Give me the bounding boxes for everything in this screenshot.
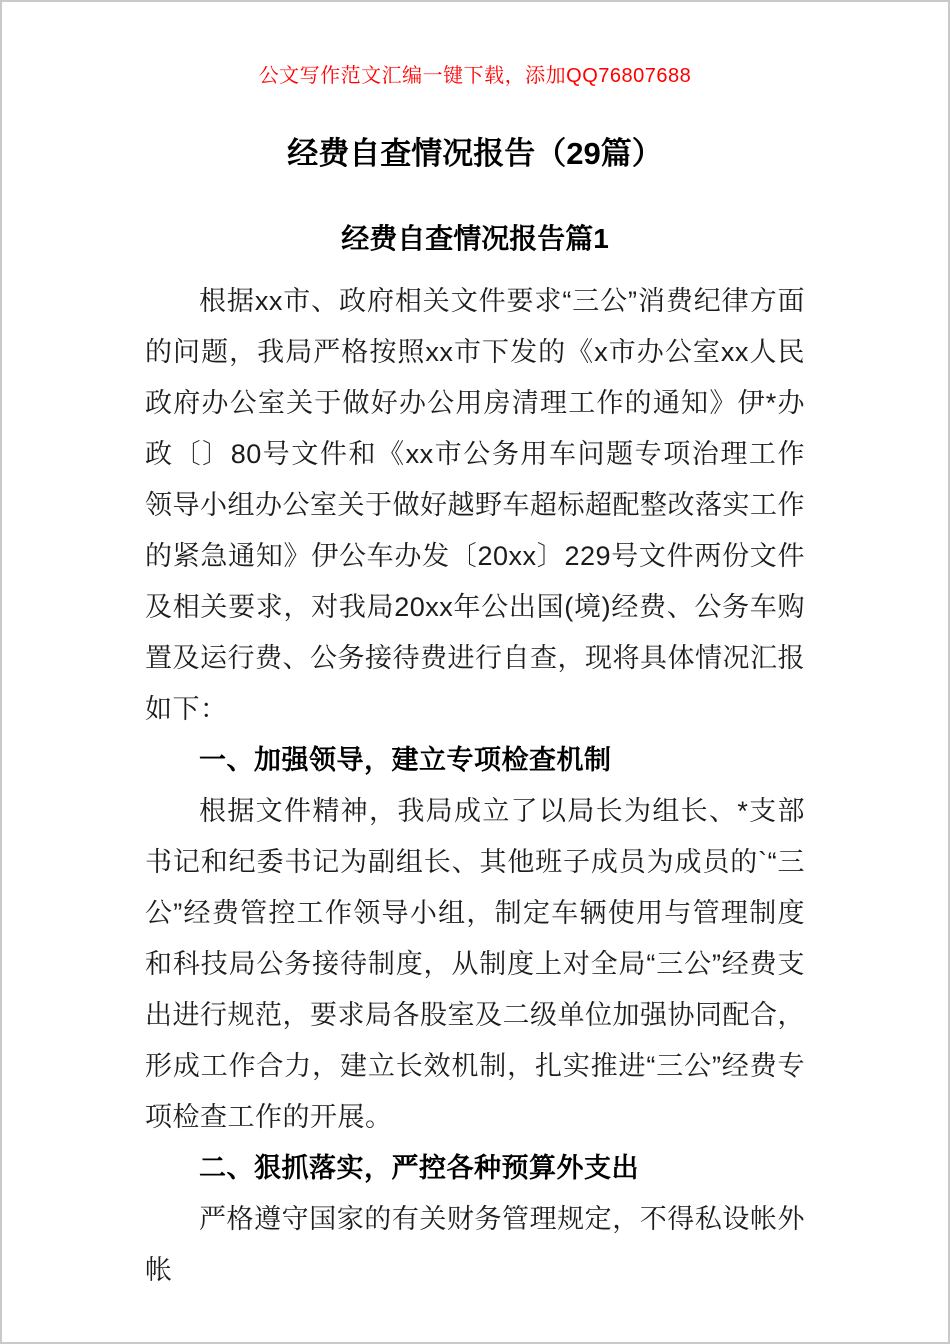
section-heading: 二、狠抓落实，严控各种预算外支出 xyxy=(199,1153,639,1183)
paragraph: 严格遵守国家的有关财务管理规定，不得私设帐外帐 xyxy=(145,1204,805,1285)
document-title: 经费自查情况报告（29篇） xyxy=(287,136,663,171)
paragraph: 根据文件精神，我局成立了以局长为组长、*支部书记和纪委书记为副组长、其他班子成员为成员的`“三公”经费管控工作领导小组，制定车辆使用与管理制度和科技局公务接待制度，从制度上对全局“三公”经费支出进行规范，要求局各股室及二级单位加强协同配合，形成工作合力，建立长效机制，扎实推进“三公”经费专项检查工作的开展。 xyxy=(145,796,805,1132)
header-ad-notice: 公文写作范文汇编一键下载，添加QQ76807688 xyxy=(258,65,692,87)
paragraph: 根据xx市、政府相关文件要求“三公”消费纪律方面的问题，我局严格按照xx市下发的《x市办公室xx人民政府办公室关于做好办公用房清理工作的通知》伊*办政〔〕80号文件和《xx市公务用车问题专项治理工作领导小组办公室关于做好越野车超标超配整改落实工作的紧急通知》伊公车办发〔20xx〕229号文件两份文件及相关要求，对我局20xx年公出国(境)经费、公务车购置及运行费、公务接待费进行自查，现将具体情况汇报如下： xyxy=(145,286,805,724)
document-body xyxy=(145,276,805,1296)
section-heading: 一、加强领导，建立专项检查机制 xyxy=(199,745,612,775)
section-title: 经费自查情况报告篇1 xyxy=(341,223,609,254)
